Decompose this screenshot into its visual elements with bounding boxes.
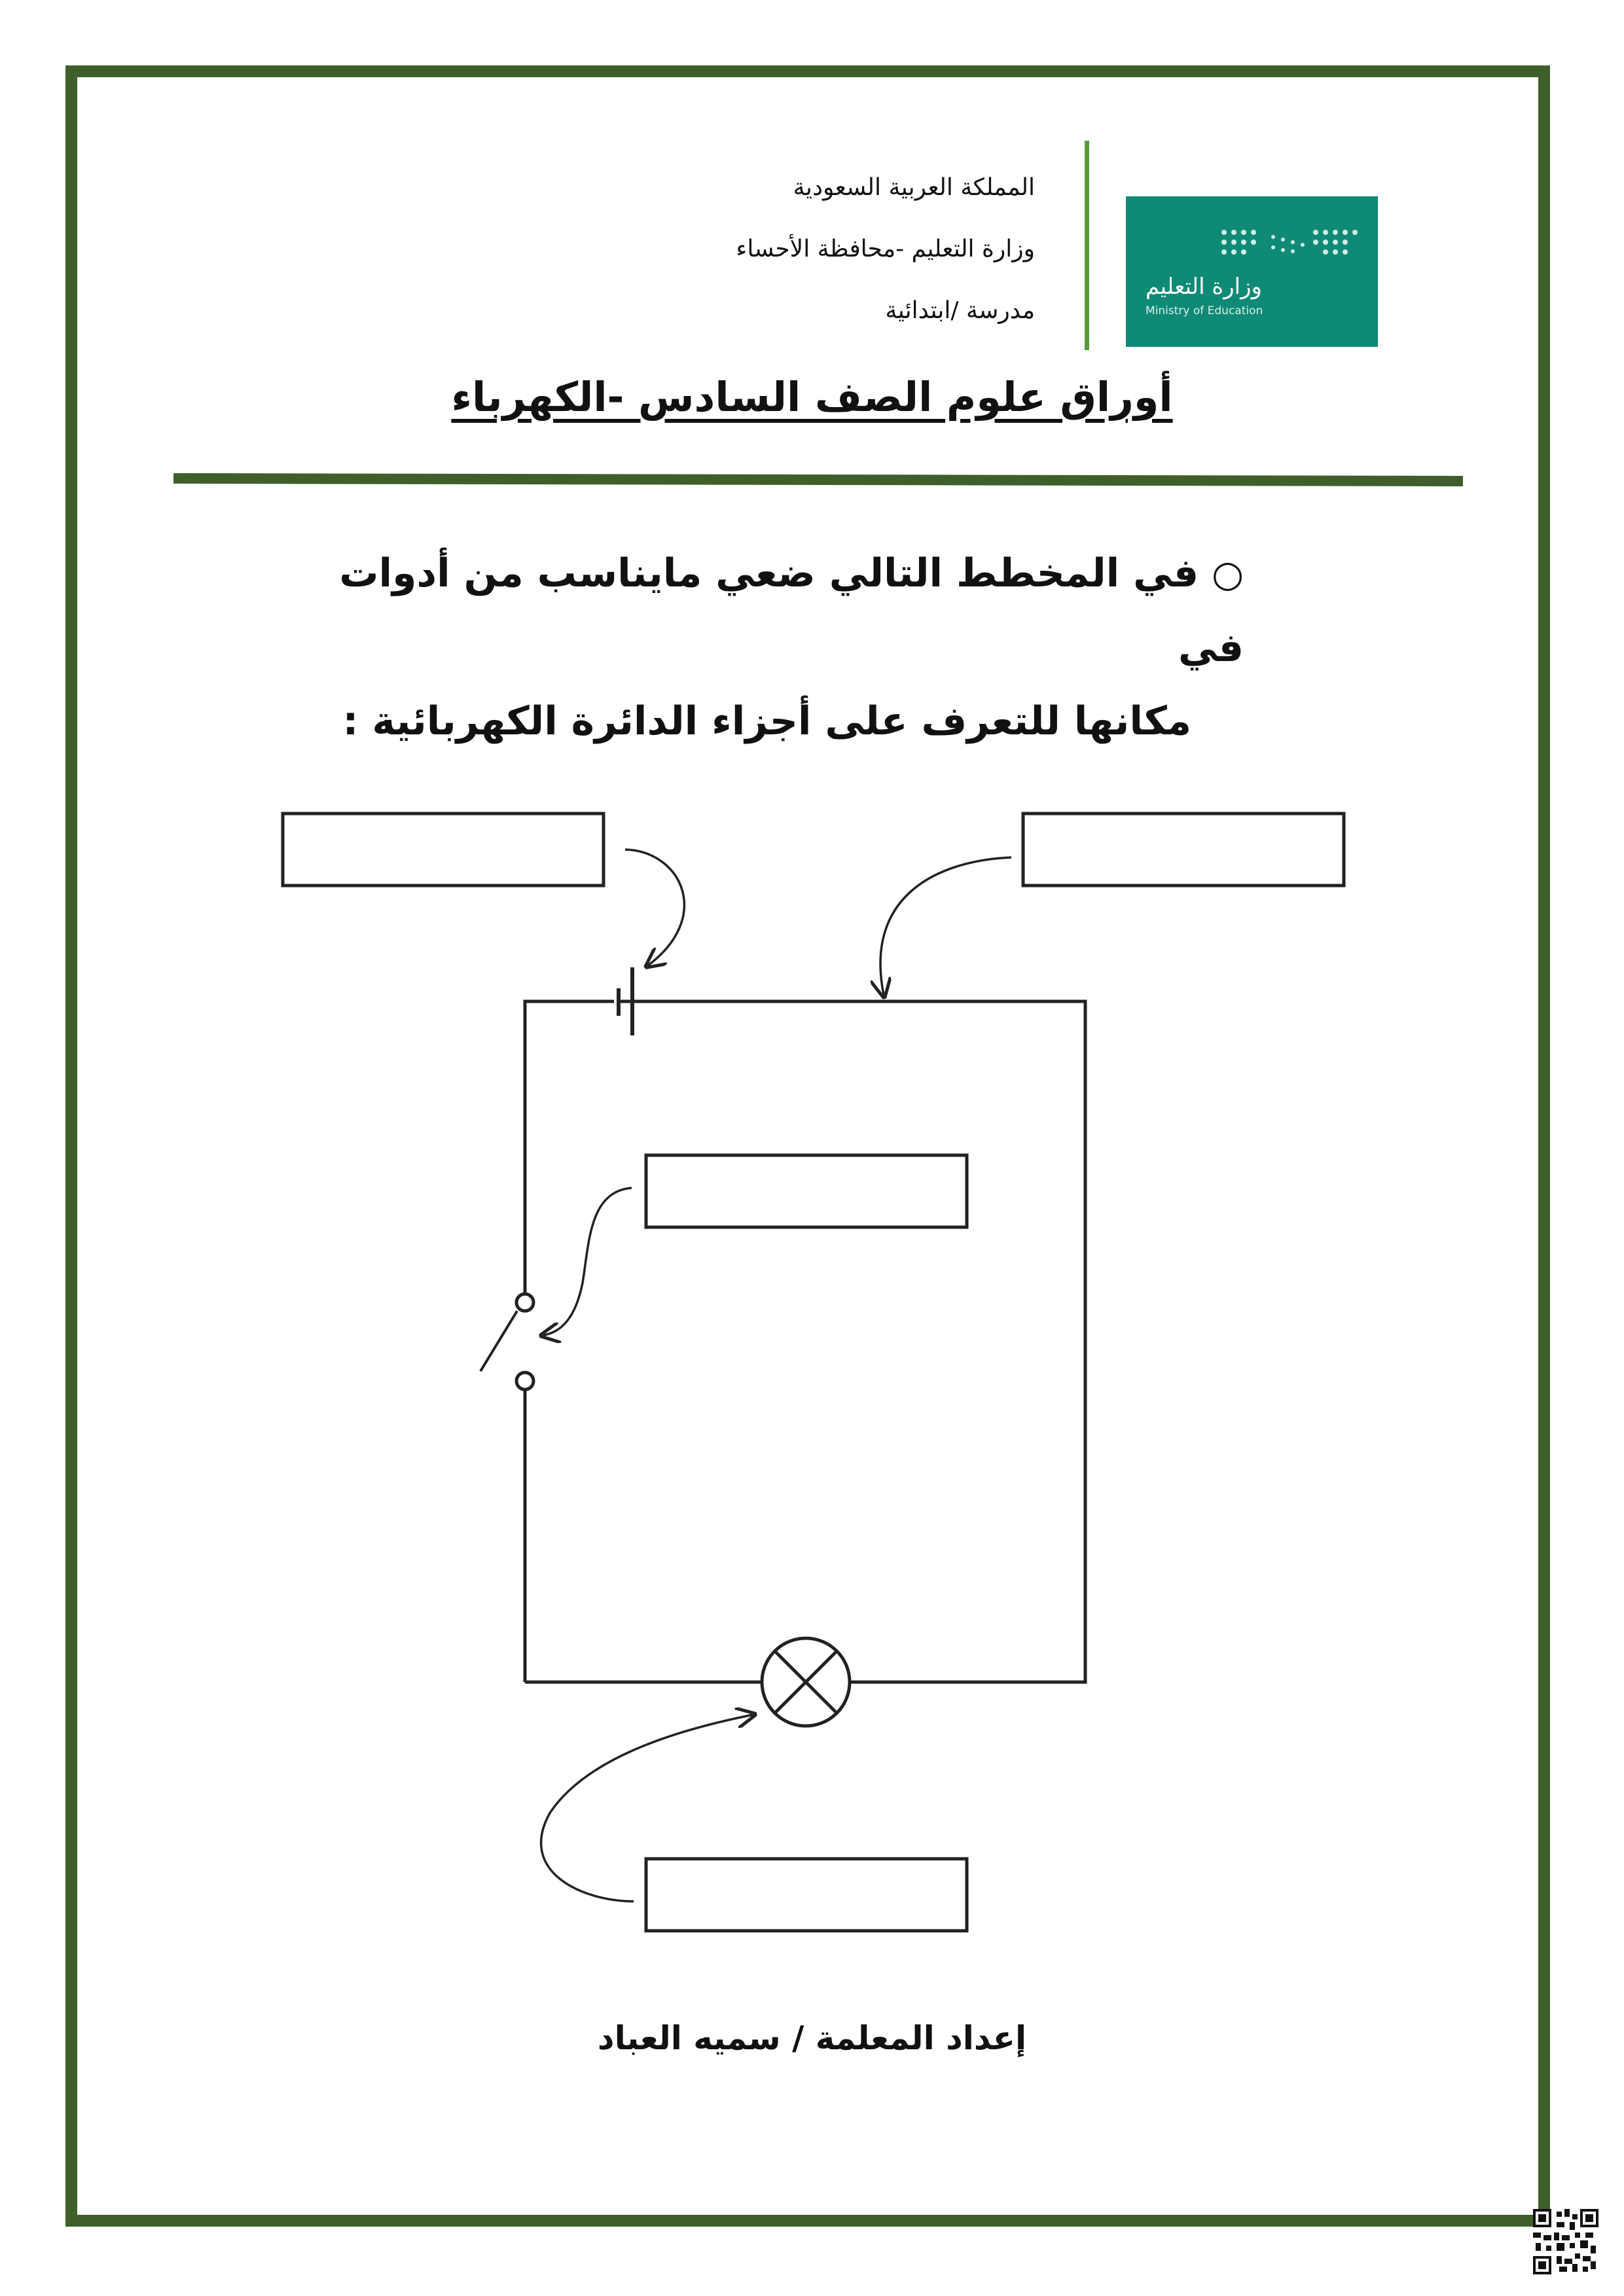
logo-english-text: Ministry of Education — [1146, 304, 1263, 317]
lamp-icon — [762, 1638, 850, 1726]
switch-icon — [480, 1294, 533, 1390]
header-ministry: وزارة التعليم -محافظة الأحساء — [736, 236, 1035, 262]
question-line-1-text: في المخطط التالي ضعي مايناسب من أدوات في — [339, 550, 1244, 671]
arrow-icon — [541, 850, 1011, 1901]
label-box-wire[interactable] — [1023, 814, 1344, 886]
label-box-switch[interactable] — [646, 1155, 967, 1227]
circuit-wires — [525, 1001, 1085, 1682]
qr-code-icon — [1533, 2209, 1598, 2274]
header-school: مدرسة /ابتدائية — [885, 297, 1035, 324]
footer-author: إعداد المعلمة / سميه العباد — [597, 2019, 1027, 2057]
bullet-icon: ○ — [1212, 553, 1244, 596]
label-box-lamp[interactable] — [646, 1859, 967, 1931]
question-line-2: مكانها للتعرف على أجزاء الدائرة الكهربائية : — [342, 698, 1191, 744]
label-box-battery[interactable] — [283, 814, 604, 886]
page-title: أوراق علوم الصف السادس -الكهرباء — [451, 373, 1173, 421]
logo-arabic-text: وزارة التعليم — [1146, 274, 1262, 300]
header-country: المملكة العربية السعودية — [793, 174, 1035, 201]
